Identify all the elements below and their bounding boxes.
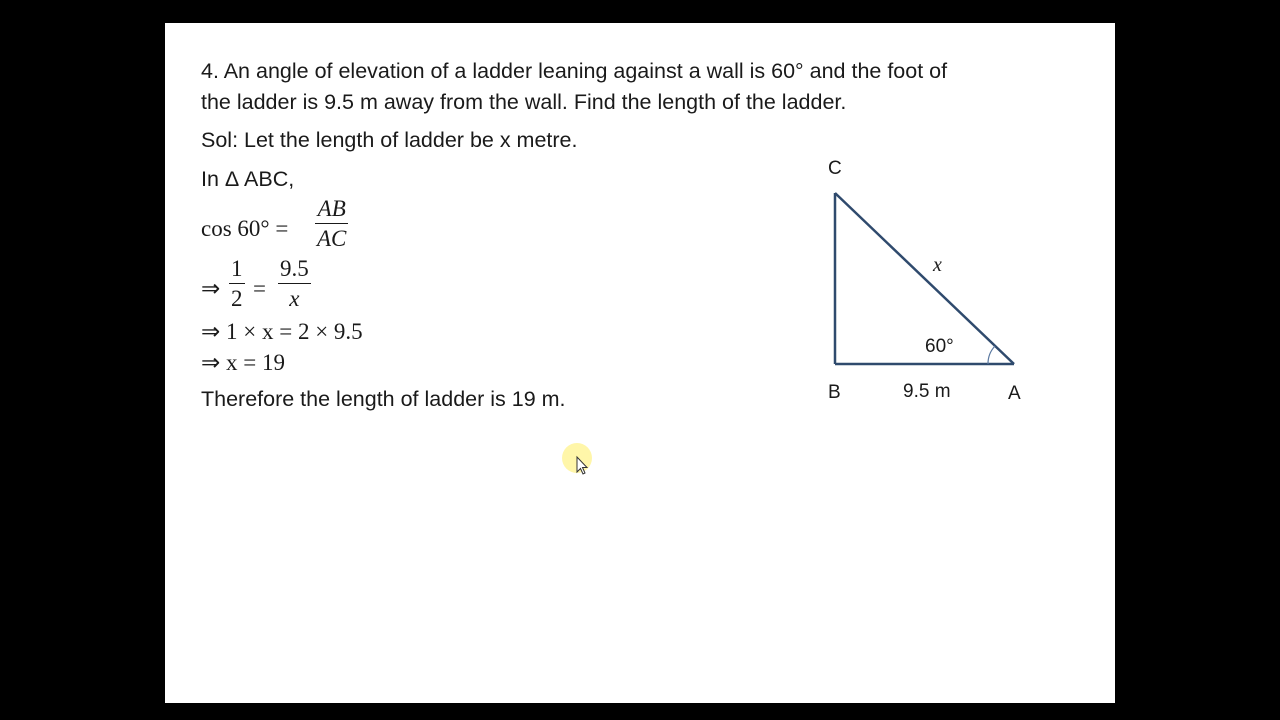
step1-denominator: AC: [317, 226, 347, 251]
triangle-reference: In Δ ABC,: [201, 167, 295, 191]
base-length-label: 9.5 m: [903, 381, 951, 402]
problem-line-2: the ladder is 9.5 m away from the wall. Find the length of the ladder.: [201, 90, 847, 114]
step3: ⇒ 1 × x = 2 × 9.5: [201, 319, 363, 344]
solution-intro: Sol: Let the length of ladder be x metre.: [201, 128, 578, 152]
step4: ⇒ x = 19: [201, 350, 285, 375]
vertex-b-label: B: [828, 382, 841, 403]
triangle-diagram: [165, 23, 1115, 703]
problem-line-1: 4. An angle of elevation of a ladder leaning against a wall is 60° and the foot of: [201, 59, 948, 83]
hypotenuse-label: x: [933, 254, 942, 276]
mouse-pointer-icon: [560, 439, 600, 479]
step2-equals: =: [253, 276, 266, 301]
step2-denominator-right: x: [289, 286, 300, 311]
step1-lhs: cos 60° =: [201, 216, 289, 241]
angle-arc: [988, 346, 995, 364]
step2-numerator-right: 9.5: [280, 256, 309, 281]
angle-label: 60°: [925, 336, 954, 357]
step2-numerator-left: 1: [231, 256, 243, 281]
slide: [165, 23, 1115, 703]
vertex-a-label: A: [1008, 383, 1021, 404]
step1-numerator: AB: [317, 196, 346, 221]
vertex-c-label: C: [828, 158, 842, 179]
step2-denominator-left: 2: [231, 286, 243, 311]
step2-arrow: ⇒: [201, 276, 221, 301]
conclusion: Therefore the length of ladder is 19 m.: [201, 387, 566, 411]
